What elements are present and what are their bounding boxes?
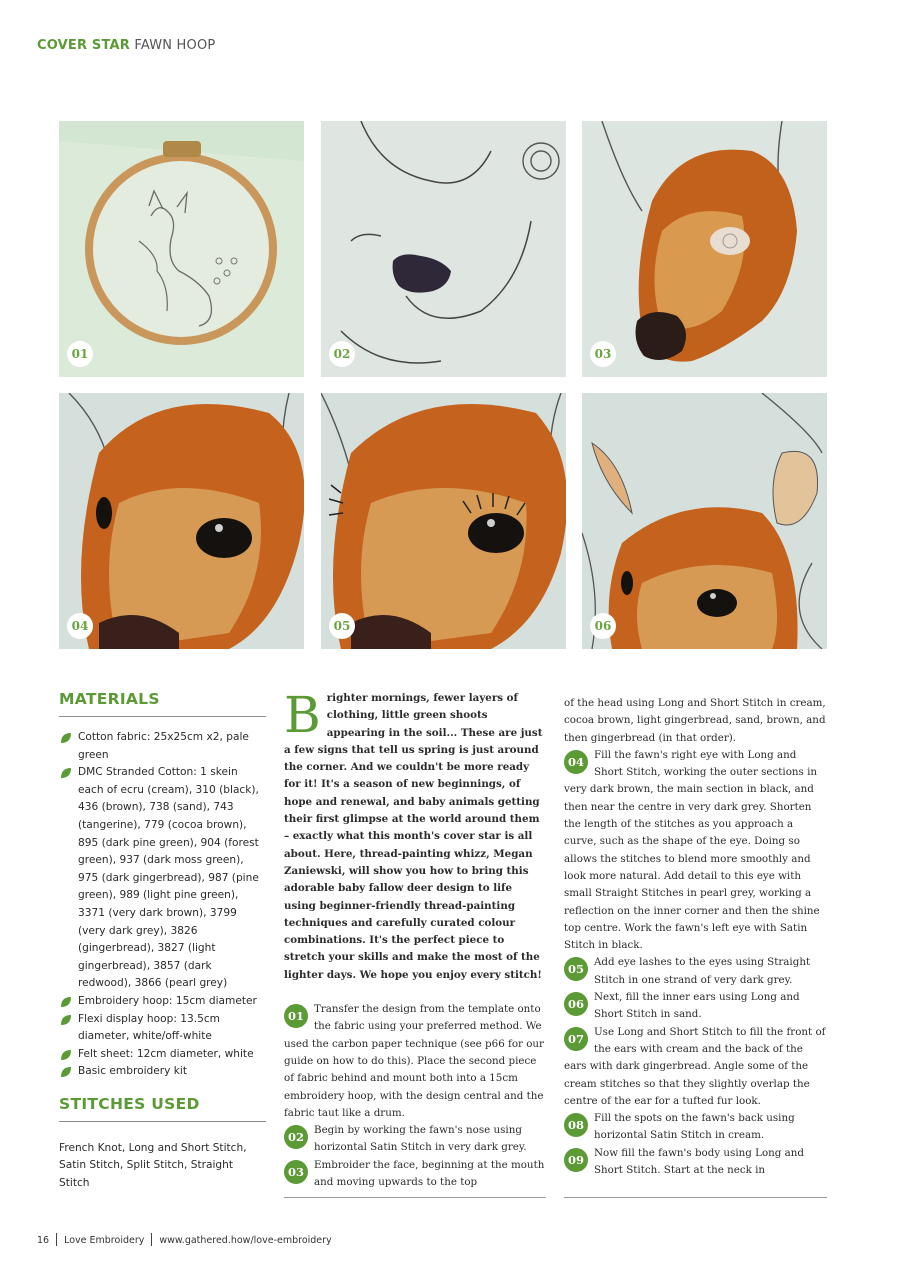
step-number: 04 [564, 750, 588, 774]
list-item: Basic embroidery kit [59, 1063, 266, 1081]
stitches-text: French Knot, Long and Short Stitch, Satin Stitch, Split Stitch, Straight Stitch [59, 1141, 247, 1190]
step-badge: 03 [590, 341, 616, 367]
magazine-name: Love Embroidery [64, 1235, 145, 1246]
step-09 [564, 1145, 827, 1180]
face-lashes-image [321, 393, 566, 649]
page-header [37, 38, 215, 53]
list-item: DMC Stranded Cotton: 1 skein each of ecru (cream), 310 (black), 436 (brown), 738 (sand), 743 (tangerine), 779 (cocoa brown), 895 (dark pine green), 904 (forest green), 937 (dark moss green), 975 (dark gingerbread), 987 (pine green), 989 (light pine green), 3371 (very dark brown), 3799 (very dark grey), 3826 (gingerbread), 3827 (light gingerbread), 3857 (dark redwood), 3866 (pearl grey) [59, 764, 266, 993]
column-divider [284, 1197, 546, 1198]
page-number: 16 [37, 1235, 50, 1246]
step-text: Add eye lashes to the eyes using Straight Stitch in one strand of very dark grey. [594, 956, 811, 986]
leaf-bullet-icon [60, 1066, 72, 1078]
step-05 [564, 954, 827, 989]
intro-paragraph: Brighter mornings, fewer layers of clothing, little green shoots appearing in the soil... These are just a few signs that tell us spring is just around the corner. And we couldn't be more ready for it! It's a season of new beginnings, of hope and renewal, and baby animals getting their first glimpse at the world around them – exactly what this month's cover star is all about. Here, thread-painting whizz, Megan Zaniewski, will show you how to bring this adorable baby fallow deer design to life using beginner-friendly thread-painting techniques and carefully curated colour combinations. It's the perfect piece to stretch your skills and make the most of the lighter days. We hope you enjoy every stitch! [284, 686, 543, 981]
step-text: Use Long and Short Stitch to fill the front of the ears with cream and the back of the ears with dark gingerbread. Angle some of the cream stitches so that they slightly overlap the centre of the ear for a tufted fur look. [564, 1025, 826, 1107]
stitches-heading: STITCHES USED [59, 1095, 266, 1122]
step-number: 02 [284, 1125, 308, 1149]
step-03 [284, 1157, 546, 1192]
leaf-bullet-icon [60, 1014, 72, 1026]
step-photo-05 [321, 393, 566, 649]
step-number: 03 [284, 1160, 308, 1184]
step-photo-02 [321, 121, 566, 377]
step-08 [564, 1110, 827, 1145]
section-label: COVER STAR [37, 38, 131, 53]
step-04 [564, 747, 827, 955]
step-photo-01 [59, 121, 304, 377]
step-text: Transfer the design from the template onto the fabric using your preferred method. We used the carbon paper technique (see p66 for our guide on how to do this). Place the second piece of fabric behind and mount both into a 15cm embroidery hoop, with the design central and the fabric taut like a drum. [284, 1003, 544, 1119]
step-number: 08 [564, 1113, 588, 1137]
face-image [582, 121, 827, 377]
hoop-image [59, 121, 304, 377]
step-02 [284, 1122, 546, 1157]
instructions-column-1 [284, 686, 546, 1191]
step-badge: 04 [67, 613, 93, 639]
list-item: Felt sheet: 12cm diameter, white [59, 1046, 266, 1064]
step-number: 09 [564, 1148, 588, 1172]
leaf-bullet-icon [60, 1049, 72, 1061]
step-07 [564, 1024, 827, 1110]
step-text: Fill the spots on the fawn's back using horizontal Satin Stitch in cream. [594, 1112, 795, 1142]
step-text: Begin by working the fawn's nose using horizontal Satin Stitch in very dark grey. [314, 1124, 527, 1154]
step-photo-06 [582, 393, 827, 649]
article-title: FAWN HOOP [134, 38, 216, 53]
materials-heading: MATERIALS [59, 690, 266, 717]
materials-list [59, 729, 266, 1081]
instructions-column-2 [564, 695, 827, 1179]
step-text: Fill the fawn's right eye with Long and Short Stitch, working the outer sections in very dark brown, the main section in black, and then near the centre in very dark grey. Shorten the length of the stitches as you approach a curve, such as the shape of the eye. Doing so allows the stitches to blend more smoothly and look more natural. Add detail to this eye with small Straight Stitches in pearl grey, working a reflection on the inner corner and then the shine top centre. Work the fawn's left eye with Satin Stitch in black. [564, 748, 820, 952]
step-text: Embroider the face, beginning at the mouth and moving upwards to the top [314, 1158, 545, 1189]
step-badge: 01 [67, 341, 93, 367]
list-item: Flexi display hoop: 13.5cm diameter, white/off-white [59, 1011, 266, 1046]
step-badge: 05 [329, 613, 355, 639]
step-number: 07 [564, 1027, 588, 1051]
step-number: 05 [564, 957, 588, 981]
ears-image [582, 393, 827, 649]
website-link[interactable]: www.gathered.how/love-embroidery [159, 1235, 332, 1246]
step-photo-03 [582, 121, 827, 377]
step-photo-04 [59, 393, 304, 649]
list-item: Cotton fabric: 25x25cm x2, pale green [59, 729, 266, 764]
step-text: Now fill the fawn's body using Long and Short Stitch. Start at the neck in [594, 1146, 805, 1177]
step-number: 01 [284, 1004, 308, 1028]
step-text: Next, fill the inner ears using Long and Short Stitch in sand. [594, 991, 800, 1021]
step-06 [564, 989, 827, 1024]
page-footer [37, 1233, 332, 1246]
face-eye-image [59, 393, 304, 649]
leaf-bullet-icon [60, 767, 72, 779]
step-number: 06 [564, 992, 588, 1016]
step-badge: 06 [590, 613, 616, 639]
step-badge: 02 [329, 341, 355, 367]
drop-cap: B [284, 686, 321, 744]
column-divider [564, 1197, 827, 1198]
materials-column [59, 690, 266, 1193]
step-01 [284, 1001, 546, 1122]
leaf-bullet-icon [60, 996, 72, 1008]
leaf-bullet-icon [60, 732, 72, 744]
list-item: Embroidery hoop: 15cm diameter [59, 993, 266, 1011]
nose-image [321, 121, 566, 377]
continuation-text: of the head using Long and Short Stitch in cream, cocoa brown, light gingerbread, sand, brown, and then gingerbread (in that order). [564, 697, 826, 744]
